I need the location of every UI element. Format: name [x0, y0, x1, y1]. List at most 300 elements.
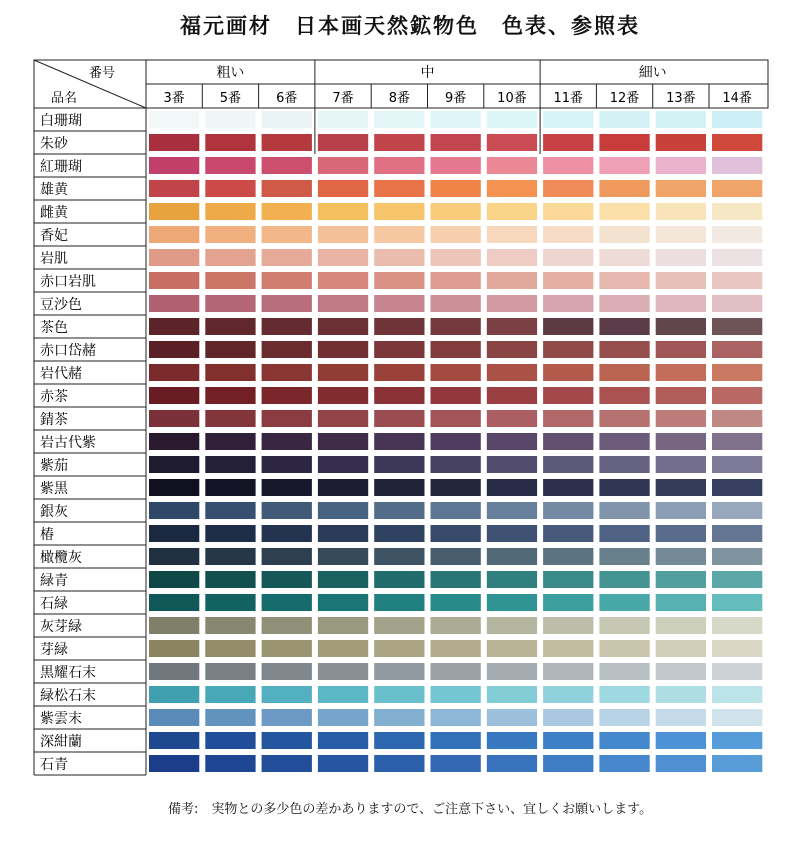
color-swatch [318, 157, 368, 174]
color-swatch [543, 479, 593, 496]
pigment-name: 緑青 [40, 573, 68, 589]
color-swatch [712, 433, 762, 450]
color-swatch [487, 272, 537, 289]
color-swatch [431, 456, 481, 473]
color-swatch [431, 180, 481, 197]
color-swatch [262, 318, 312, 335]
color-swatch [656, 341, 706, 358]
color-swatch [656, 732, 706, 749]
color-swatch [374, 755, 424, 772]
color-swatch [262, 456, 312, 473]
color-swatch [487, 203, 537, 220]
color-swatch [262, 134, 312, 151]
color-swatch [149, 272, 199, 289]
color-swatch [599, 548, 649, 565]
pigment-name: 豆沙色 [40, 297, 82, 313]
color-swatch [431, 134, 481, 151]
color-swatch [149, 479, 199, 496]
color-swatch [262, 502, 312, 519]
color-swatch [599, 364, 649, 381]
color-swatch [262, 617, 312, 634]
color-swatch [262, 203, 312, 220]
color-swatch [318, 341, 368, 358]
grade-header: 5番 [219, 91, 242, 106]
color-swatch [599, 272, 649, 289]
color-swatch [431, 525, 481, 542]
color-swatch [543, 755, 593, 772]
color-swatch [431, 111, 481, 128]
color-swatch [712, 686, 762, 703]
color-swatch [656, 617, 706, 634]
pigment-name: 朱砂 [40, 136, 68, 152]
color-swatch [205, 732, 255, 749]
color-swatch [149, 387, 199, 404]
color-swatch [374, 272, 424, 289]
color-swatch [318, 410, 368, 427]
color-swatch [374, 410, 424, 427]
color-swatch [318, 387, 368, 404]
color-swatch [431, 571, 481, 588]
color-swatch [599, 709, 649, 726]
grade-header: 9番 [445, 91, 467, 106]
color-swatch [712, 249, 762, 266]
color-swatch [374, 203, 424, 220]
color-swatch [149, 663, 199, 680]
color-swatch [318, 548, 368, 565]
color-swatch [205, 502, 255, 519]
color-swatch [712, 571, 762, 588]
color-swatch [543, 249, 593, 266]
color-swatch [599, 640, 649, 657]
color-swatch [712, 387, 762, 404]
color-swatch [262, 686, 312, 703]
color-swatch [712, 203, 762, 220]
color-swatch [205, 686, 255, 703]
color-swatch [712, 157, 762, 174]
color-swatch [149, 732, 199, 749]
pigment-name: 赤口岩肌 [40, 274, 96, 290]
grade-header: 11番 [553, 91, 584, 106]
pigment-name: 紅珊瑚 [40, 159, 82, 175]
color-swatch [149, 134, 199, 151]
color-swatch [487, 571, 537, 588]
color-swatch [712, 272, 762, 289]
grade-header: 10番 [497, 91, 527, 106]
color-swatch [205, 272, 255, 289]
color-swatch [205, 203, 255, 220]
color-swatch [656, 111, 706, 128]
color-swatch [318, 640, 368, 657]
color-swatch [543, 272, 593, 289]
color-swatch [599, 203, 649, 220]
color-swatch [656, 548, 706, 565]
pigment-name: 紫茄 [40, 458, 68, 474]
color-swatch [543, 364, 593, 381]
color-swatch [487, 525, 537, 542]
color-swatch [656, 226, 706, 243]
pigment-name: 茶色 [40, 320, 68, 336]
color-swatch [656, 456, 706, 473]
color-swatch [487, 686, 537, 703]
color-swatch [262, 410, 312, 427]
color-swatch [262, 755, 312, 772]
pigment-name: 紫雲末 [40, 711, 82, 727]
color-swatch [374, 732, 424, 749]
grade-header: 3番 [163, 91, 185, 106]
color-swatch [374, 433, 424, 450]
grade-header: 8番 [388, 91, 410, 106]
color-swatch [262, 433, 312, 450]
color-swatch [318, 502, 368, 519]
color-swatch [487, 479, 537, 496]
color-swatch [543, 709, 593, 726]
pigment-name: 石緑 [40, 596, 68, 612]
color-swatch [262, 226, 312, 243]
color-swatch [205, 663, 255, 680]
color-swatch [318, 479, 368, 496]
color-swatch [543, 663, 593, 680]
color-swatch [712, 709, 762, 726]
color-swatch [205, 180, 255, 197]
grade-header: 7番 [332, 91, 354, 106]
color-swatch [599, 732, 649, 749]
group-header-2: 細い [638, 65, 667, 81]
color-swatch [374, 134, 424, 151]
group-header-1: 中 [420, 65, 435, 81]
color-swatch [599, 295, 649, 312]
color-swatch [149, 249, 199, 266]
color-swatch [205, 318, 255, 335]
color-swatch [599, 594, 649, 611]
color-swatch [656, 433, 706, 450]
color-swatch [543, 732, 593, 749]
color-swatch [712, 364, 762, 381]
color-swatch [262, 249, 312, 266]
color-swatch [656, 594, 706, 611]
color-swatch [656, 709, 706, 726]
color-swatch [599, 111, 649, 128]
color-swatch [149, 686, 199, 703]
color-swatch [656, 295, 706, 312]
color-swatch [543, 180, 593, 197]
pigment-name: 黒耀石末 [40, 665, 96, 681]
color-swatch [149, 203, 199, 220]
pigment-name: 香妃 [40, 228, 68, 244]
color-swatch [431, 663, 481, 680]
color-swatch [599, 571, 649, 588]
color-swatch [543, 640, 593, 657]
color-swatch [487, 318, 537, 335]
color-swatch [205, 433, 255, 450]
color-swatch [374, 249, 424, 266]
color-swatch [543, 295, 593, 312]
color-swatch [712, 525, 762, 542]
pigment-name: 紫黒 [40, 481, 68, 497]
pigment-name: 錆茶 [40, 412, 68, 428]
color-swatch [599, 410, 649, 427]
color-swatch [262, 157, 312, 174]
grade-header: 6番 [276, 91, 298, 106]
color-swatch [318, 663, 368, 680]
color-swatch [262, 525, 312, 542]
color-swatch [205, 525, 255, 542]
color-swatch [543, 157, 593, 174]
color-swatch [431, 594, 481, 611]
color-swatch [149, 502, 199, 519]
color-swatch [656, 318, 706, 335]
color-swatch [431, 387, 481, 404]
pigment-name: 岩肌 [40, 251, 68, 267]
color-swatch [712, 180, 762, 197]
color-swatch [487, 111, 537, 128]
color-swatch [431, 479, 481, 496]
color-swatch [318, 295, 368, 312]
color-swatch [318, 318, 368, 335]
color-swatch [318, 249, 368, 266]
color-swatch [205, 456, 255, 473]
color-swatch [318, 732, 368, 749]
color-swatch [656, 502, 706, 519]
grade-header: 12番 [609, 91, 640, 106]
color-swatch [205, 249, 255, 266]
pigment-name: 深紺蘭 [40, 734, 82, 750]
color-swatch [599, 525, 649, 542]
color-swatch [712, 617, 762, 634]
color-swatch [487, 387, 537, 404]
color-swatch [543, 617, 593, 634]
color-swatch [149, 318, 199, 335]
color-swatch [318, 180, 368, 197]
color-swatch [656, 663, 706, 680]
color-swatch [205, 594, 255, 611]
color-swatch [205, 479, 255, 496]
color-swatch [487, 456, 537, 473]
color-swatch [149, 640, 199, 657]
color-swatch [318, 709, 368, 726]
color-swatch [487, 180, 537, 197]
color-swatch [431, 318, 481, 335]
color-swatch [374, 111, 424, 128]
color-swatch [431, 341, 481, 358]
color-swatch [487, 226, 537, 243]
color-swatch [205, 571, 255, 588]
color-swatch [431, 732, 481, 749]
color-swatch [543, 456, 593, 473]
color-swatch [431, 249, 481, 266]
color-swatch [599, 456, 649, 473]
color-swatch [712, 318, 762, 335]
color-swatch [543, 226, 593, 243]
color-swatch [205, 410, 255, 427]
color-swatch [543, 341, 593, 358]
color-swatch [656, 203, 706, 220]
color-swatch [487, 755, 537, 772]
color-swatch [318, 755, 368, 772]
color-swatch [599, 686, 649, 703]
color-swatch [374, 594, 424, 611]
color-swatch [205, 134, 255, 151]
color-swatch [374, 617, 424, 634]
color-swatch [712, 663, 762, 680]
pigment-name: 赤茶 [40, 389, 68, 405]
color-swatch [374, 525, 424, 542]
color-swatch [149, 525, 199, 542]
color-swatch [149, 456, 199, 473]
color-swatch [656, 571, 706, 588]
color-swatch [656, 134, 706, 151]
color-swatch [205, 387, 255, 404]
color-swatch [262, 709, 312, 726]
color-swatch [374, 364, 424, 381]
color-swatch [318, 617, 368, 634]
color-swatch [374, 479, 424, 496]
color-swatch [599, 134, 649, 151]
color-swatch [487, 617, 537, 634]
color-swatch [431, 709, 481, 726]
color-swatch [205, 364, 255, 381]
color-swatch [431, 548, 481, 565]
color-swatch [712, 502, 762, 519]
color-swatch [149, 111, 199, 128]
color-swatch [712, 410, 762, 427]
color-swatch [487, 640, 537, 657]
color-swatch [262, 594, 312, 611]
color-swatch [599, 502, 649, 519]
color-swatch [318, 226, 368, 243]
color-swatch [487, 594, 537, 611]
color-swatch [543, 433, 593, 450]
page-title: 福元画材 日本画天然鉱物色 色表、参照表 [180, 13, 640, 38]
color-swatch [487, 341, 537, 358]
color-swatch [149, 433, 199, 450]
color-swatch [431, 410, 481, 427]
color-swatch [487, 502, 537, 519]
color-swatch [543, 134, 593, 151]
corner-label-name: 品名 [50, 91, 78, 106]
color-swatch [712, 295, 762, 312]
color-swatch [543, 525, 593, 542]
color-swatch [149, 755, 199, 772]
color-swatch [487, 410, 537, 427]
pigment-name: 灰芽緑 [40, 619, 82, 635]
color-swatch [656, 364, 706, 381]
color-swatch [431, 686, 481, 703]
corner-label-number: 番号 [88, 66, 116, 81]
color-swatch [149, 364, 199, 381]
color-swatch [374, 548, 424, 565]
color-swatch [656, 479, 706, 496]
color-swatch [712, 755, 762, 772]
pigment-name: 雄黄 [40, 182, 68, 198]
color-swatch [656, 180, 706, 197]
color-swatch [262, 479, 312, 496]
color-swatch [318, 456, 368, 473]
color-swatch [374, 663, 424, 680]
color-swatch [487, 732, 537, 749]
color-swatch [318, 525, 368, 542]
color-swatch [543, 594, 593, 611]
color-swatch [374, 295, 424, 312]
color-swatch [599, 479, 649, 496]
color-swatch [656, 686, 706, 703]
color-swatch [712, 479, 762, 496]
color-swatch [374, 709, 424, 726]
color-swatch [599, 157, 649, 174]
color-swatch [374, 226, 424, 243]
color-swatch [262, 295, 312, 312]
color-swatch [149, 571, 199, 588]
color-swatch [149, 341, 199, 358]
pigment-name: 緑松石末 [40, 688, 96, 704]
color-swatch [712, 732, 762, 749]
grade-header: 14番 [722, 91, 752, 106]
color-swatch [487, 663, 537, 680]
pigment-name: 白珊瑚 [40, 113, 82, 129]
color-swatch [374, 318, 424, 335]
color-swatch [149, 410, 199, 427]
color-swatch [431, 272, 481, 289]
color-swatch [431, 295, 481, 312]
color-swatch [543, 318, 593, 335]
color-swatch [543, 502, 593, 519]
color-swatch [205, 640, 255, 657]
color-swatch [599, 663, 649, 680]
color-swatch [431, 433, 481, 450]
color-swatch [318, 594, 368, 611]
color-swatch [374, 686, 424, 703]
color-swatch [149, 226, 199, 243]
color-swatch [205, 157, 255, 174]
color-swatch [656, 640, 706, 657]
color-swatch [318, 134, 368, 151]
color-swatch [262, 272, 312, 289]
color-swatch [149, 548, 199, 565]
color-swatch [431, 640, 481, 657]
color-swatch [599, 341, 649, 358]
color-swatch [262, 180, 312, 197]
color-swatch [487, 433, 537, 450]
pigment-name: 銀灰 [40, 504, 68, 520]
color-swatch [262, 640, 312, 657]
color-swatch [543, 548, 593, 565]
color-swatch [205, 295, 255, 312]
color-swatch [149, 180, 199, 197]
color-swatch [431, 203, 481, 220]
color-swatch [487, 295, 537, 312]
color-swatch [262, 387, 312, 404]
color-swatch [487, 709, 537, 726]
color-swatch [656, 410, 706, 427]
color-swatch [318, 364, 368, 381]
remarks-note: 備考: 実物との多少色の差かありますので、ご注意下さい、宜しくお願いします。 [168, 802, 653, 817]
color-swatch [487, 548, 537, 565]
grade-header: 13番 [666, 91, 696, 106]
color-swatch [543, 111, 593, 128]
color-swatch [374, 157, 424, 174]
color-swatch [374, 387, 424, 404]
color-swatch [543, 387, 593, 404]
color-swatch [149, 295, 199, 312]
color-swatch [205, 709, 255, 726]
color-swatch [374, 180, 424, 197]
pigment-name: 石青 [40, 757, 68, 773]
pigment-name: 赤口岱赭 [40, 343, 96, 359]
color-swatch [262, 341, 312, 358]
color-swatch [262, 548, 312, 565]
color-swatch [205, 226, 255, 243]
color-swatch [149, 594, 199, 611]
color-swatch [599, 387, 649, 404]
